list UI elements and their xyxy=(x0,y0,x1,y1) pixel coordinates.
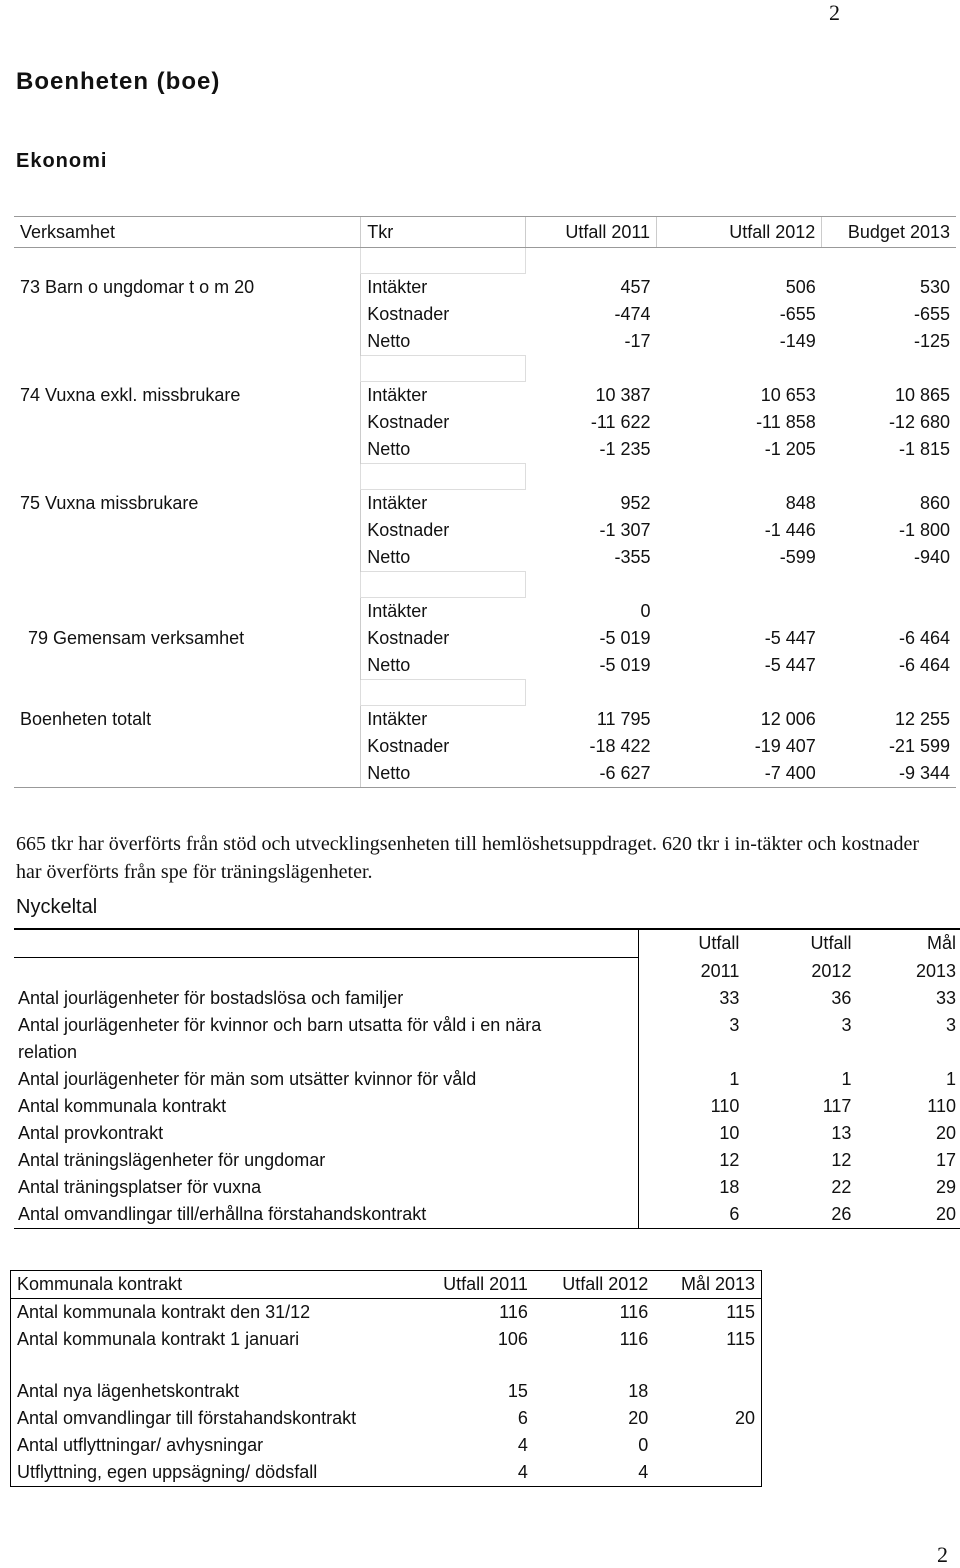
row-label: Antal jourlägenheter för kvinnor och barn utsatta för våld i en nära relation xyxy=(18,1015,542,1062)
cell-value: -1 446 xyxy=(764,520,816,540)
cell-value: 3 xyxy=(841,1015,852,1035)
row-label: Kostnader xyxy=(361,625,526,652)
cell-value: 4 xyxy=(517,1462,528,1482)
row-label: Netto xyxy=(361,544,526,572)
cell-value: 110 xyxy=(638,1093,743,1120)
section-heading-ekonomi: Ekonomi xyxy=(16,150,108,172)
table-row xyxy=(14,409,956,436)
table-row xyxy=(14,436,956,464)
group-name: 73 Barn o ungdomar t o m 20 xyxy=(20,276,255,297)
row-label: Antal omvandlingar till förstahandskontrakt xyxy=(17,1408,357,1428)
row-label: Antal jourlägenheter för bostadslösa och familjer xyxy=(18,988,404,1008)
cell-value: 457 xyxy=(620,276,651,297)
col-header-utfall: Utfall xyxy=(810,933,852,953)
page-number-top: 2 xyxy=(829,0,840,25)
row-label: Utflyttning, egen uppsägning/ dödsfall xyxy=(17,1462,318,1482)
cell-value xyxy=(657,598,822,626)
row-label: Kostnader xyxy=(361,517,526,544)
cell-value: -1 800 xyxy=(898,520,950,540)
cell-value: 116 xyxy=(619,1302,649,1322)
table-row xyxy=(14,382,956,410)
col-header-mal: Mål xyxy=(926,933,956,953)
table-row xyxy=(11,1299,762,1327)
col-header-mal-2013: Mål 2013 xyxy=(654,1271,761,1299)
cell-value: 33 xyxy=(638,985,743,1012)
cell-value xyxy=(654,1432,761,1459)
table-row xyxy=(14,652,956,680)
cell-value: 20 xyxy=(935,1123,956,1143)
cell-value: 12 255 xyxy=(894,708,950,729)
cell-value: 3 xyxy=(638,1012,743,1066)
cell-value: 11 795 xyxy=(596,708,651,729)
cell-value: -21 599 xyxy=(888,736,950,756)
cell-value: -6 464 xyxy=(898,628,950,648)
table-row xyxy=(11,1432,762,1459)
nyckeltal-header-row-bottom xyxy=(14,958,960,986)
cell-value: -1 235 xyxy=(599,439,651,460)
col-header-utfall-2012: Utfall 2012 xyxy=(534,1271,654,1299)
col-header-kommunala-kontrakt: Kommunala kontrakt xyxy=(11,1271,414,1299)
row-label: Intäkter xyxy=(361,382,526,410)
row-label: Kostnader xyxy=(361,733,526,760)
row-label: Netto xyxy=(361,328,526,356)
table-row xyxy=(14,490,956,518)
cell-value: 18 xyxy=(628,1381,649,1401)
table-row xyxy=(14,1120,960,1147)
cell-value: 10 xyxy=(638,1120,743,1147)
cell-value: 26 xyxy=(743,1201,855,1229)
cell-value: -1 815 xyxy=(898,439,950,460)
row-label: Antal jourlägenheter för män som utsätter kvinnor för våld xyxy=(18,1069,477,1089)
table-row xyxy=(14,1201,960,1229)
page-number-bottom: 2 xyxy=(937,1542,948,1567)
cell-value: 29 xyxy=(935,1177,956,1197)
cell-value: 848 xyxy=(785,492,816,513)
table-row xyxy=(14,1066,960,1093)
cell-value: -5 447 xyxy=(764,628,816,648)
cell-value: 115 xyxy=(726,1302,755,1322)
cell-value: -17 xyxy=(624,331,651,352)
col-header-utfall-2012: Utfall 2012 xyxy=(657,217,822,248)
table-row xyxy=(11,1405,762,1432)
economy-table xyxy=(14,216,956,788)
group-name: Boenheten totalt xyxy=(20,708,152,729)
table-row xyxy=(14,625,956,652)
cell-value: 952 xyxy=(620,492,651,513)
cell-value: 4 xyxy=(638,1462,649,1482)
cell-value: -474 xyxy=(614,304,651,324)
group-name: 75 Vuxna missbrukare xyxy=(20,492,199,513)
table-row xyxy=(14,985,960,1012)
kommunala-kontrakt-table xyxy=(10,1270,762,1487)
cell-value: 20 xyxy=(855,1201,960,1229)
cell-value: 117 xyxy=(822,1096,852,1116)
col-header-2013: 2013 xyxy=(915,960,956,981)
row-label: Antal provkontrakt xyxy=(18,1123,164,1143)
cell-value: -11 858 xyxy=(756,412,816,432)
cell-value: 0 xyxy=(638,1435,649,1455)
table-row xyxy=(14,517,956,544)
cell-value: 6 xyxy=(517,1408,528,1428)
table-row xyxy=(11,1459,762,1487)
table-row xyxy=(14,274,956,302)
nyckeltal-table xyxy=(14,928,960,1229)
cell-value: 106 xyxy=(497,1329,528,1349)
cell-value: 10 387 xyxy=(595,384,651,405)
cell-value: 116 xyxy=(619,1329,649,1349)
table-row xyxy=(14,760,956,788)
cell-value: -9 344 xyxy=(822,760,956,788)
table-row xyxy=(14,328,956,356)
table-row xyxy=(14,301,956,328)
table-row xyxy=(11,1326,762,1353)
row-label: Antal utflyttningar/ avhysningar xyxy=(17,1435,264,1455)
cell-value: 3 xyxy=(945,1015,956,1035)
cell-value: 116 xyxy=(499,1302,528,1322)
cell-value: -6 627 xyxy=(525,760,656,788)
row-label: Netto xyxy=(361,436,526,464)
cell-value: 506 xyxy=(785,276,816,297)
kommunala-header-row xyxy=(11,1271,762,1299)
cell-value: 860 xyxy=(919,492,950,513)
table-row xyxy=(14,544,956,572)
cell-value: 20 xyxy=(734,1408,755,1428)
cell-value: -940 xyxy=(913,547,950,568)
cell-value: -1 205 xyxy=(764,439,816,460)
cell-value: 6 xyxy=(638,1201,743,1229)
cell-value: 12 006 xyxy=(760,708,816,729)
table-row xyxy=(14,598,956,626)
cell-value: -18 422 xyxy=(589,736,651,756)
table-row xyxy=(14,1147,960,1174)
col-header-tkr: Tkr xyxy=(361,217,526,248)
row-label: Antal träningsplatser för vuxna xyxy=(18,1177,262,1197)
cell-value: 18 xyxy=(638,1174,743,1201)
row-label: Netto xyxy=(361,652,526,680)
row-label: Intäkter xyxy=(361,706,526,734)
cell-value: -19 407 xyxy=(754,736,816,756)
row-label: Antal kommunala kontrakt xyxy=(18,1096,227,1116)
row-label: Kostnader xyxy=(361,301,526,328)
cell-value: -655 xyxy=(779,304,816,324)
row-label: Netto xyxy=(361,760,526,788)
cell-value: -149 xyxy=(779,331,816,352)
cell-value: 115 xyxy=(726,1329,755,1349)
row-label: Kostnader xyxy=(361,409,526,436)
row-label: Intäkter xyxy=(361,490,526,518)
page-title: Boenheten (boe) xyxy=(16,68,221,95)
cell-value: -7 400 xyxy=(657,760,822,788)
cell-value: 1 xyxy=(945,1069,956,1089)
cell-value: -599 xyxy=(779,547,816,568)
cell-value: -12 680 xyxy=(888,412,950,432)
note-paragraph: 665 tkr har överförts från stöd och utvecklingsenheten till hemlöshetsuppdraget. 620 tkr i in-täkter och kostnader har överförts från spe för träningslägenheter. xyxy=(16,833,920,883)
cell-value: 1 xyxy=(841,1069,852,1089)
cell-value: 20 xyxy=(628,1408,649,1428)
cell-value: 110 xyxy=(927,1096,956,1116)
cell-value: 12 xyxy=(638,1147,743,1174)
cell-value xyxy=(654,1459,761,1487)
cell-value: 4 xyxy=(517,1435,528,1455)
row-label: Intäkter xyxy=(361,598,526,626)
col-header-2012: 2012 xyxy=(811,960,852,981)
cell-value: 22 xyxy=(831,1177,852,1197)
cell-value: -5 019 xyxy=(599,628,651,648)
cell-value: -6 464 xyxy=(898,655,950,676)
row-label: Antal omvandlingar till/erhållna förstahandskontrakt xyxy=(14,1201,638,1229)
economy-header-row xyxy=(14,217,956,248)
section-heading-nyckeltal: Nyckeltal xyxy=(16,896,98,918)
row-label: Intäkter xyxy=(361,274,526,302)
col-header-utfall: Utfall xyxy=(638,929,743,958)
row-label: Antal nya lägenhetskontrakt xyxy=(17,1381,240,1401)
group-name: 74 Vuxna exkl. missbrukare xyxy=(20,384,241,405)
cell-value: 0 xyxy=(640,600,651,621)
cell-value: -5 019 xyxy=(599,655,651,676)
table-row xyxy=(14,706,956,734)
table-row xyxy=(14,1174,960,1201)
col-header-verksamhet: Verksamhet xyxy=(14,217,361,248)
cell-value: 1 xyxy=(638,1066,743,1093)
group-name: 79 Gemensam verksamhet xyxy=(28,628,245,648)
row-label: Antal kommunala kontrakt 1 januari xyxy=(17,1329,300,1349)
table-row xyxy=(14,1012,960,1066)
nyckeltal-header-row-top xyxy=(14,929,960,958)
cell-value: -11 622 xyxy=(590,412,651,432)
col-header-budget-2013: Budget 2013 xyxy=(822,217,956,248)
cell-value: 17 xyxy=(935,1150,956,1170)
col-header-utfall-2011: Utfall 2011 xyxy=(413,1271,533,1299)
cell-value: 12 xyxy=(831,1150,852,1170)
row-label: Antal kommunala kontrakt den 31/12 xyxy=(17,1302,311,1322)
table-row xyxy=(11,1378,762,1405)
cell-value: 33 xyxy=(935,988,956,1008)
cell-value: 13 xyxy=(831,1123,852,1143)
cell-value: -1 307 xyxy=(599,520,651,540)
cell-value: 10 865 xyxy=(894,384,950,405)
table-row xyxy=(14,1093,960,1120)
cell-value: -355 xyxy=(614,547,651,568)
col-header-2011: 2011 xyxy=(638,958,743,986)
cell-value xyxy=(822,598,956,626)
table-row xyxy=(14,733,956,760)
cell-value: -5 447 xyxy=(764,655,816,676)
cell-value: 15 xyxy=(507,1381,528,1401)
col-header-utfall-2011: Utfall 2011 xyxy=(525,217,656,248)
cell-value: 36 xyxy=(831,988,852,1008)
cell-value xyxy=(654,1378,761,1405)
cell-value: 530 xyxy=(919,276,950,297)
row-label: Antal träningslägenheter för ungdomar xyxy=(18,1150,326,1170)
cell-value: -655 xyxy=(913,304,950,324)
cell-value: -125 xyxy=(913,331,950,352)
cell-value: 10 653 xyxy=(760,384,816,405)
